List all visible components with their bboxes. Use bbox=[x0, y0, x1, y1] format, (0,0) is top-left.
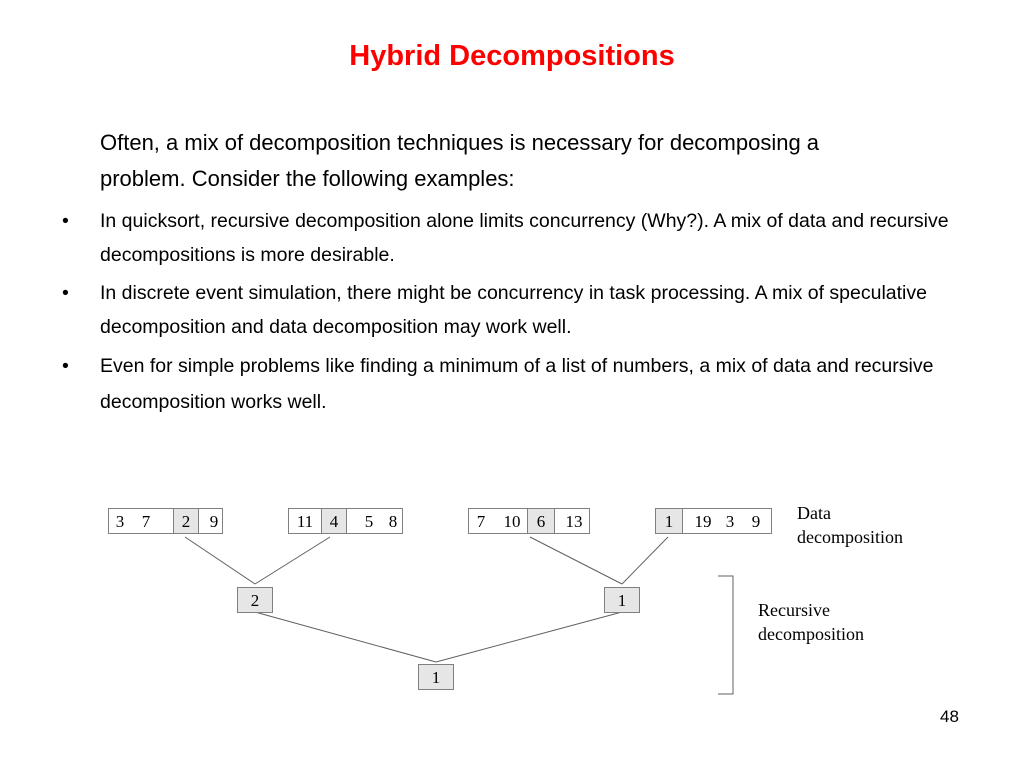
bullet-dot-icon: • bbox=[62, 210, 69, 232]
list-value: 3 bbox=[725, 512, 735, 531]
bullet-dot-icon: • bbox=[62, 282, 69, 304]
list-value: 10 bbox=[503, 512, 521, 531]
list-value: 11 bbox=[296, 512, 314, 531]
list-value: 3 bbox=[115, 512, 125, 531]
list-min-value: 6 bbox=[527, 509, 555, 533]
bullet-text: In quicksort, recursive decomposition alone limits concurrency (Why?). A mix of data and recursive decompositions is more desirable. bbox=[100, 210, 949, 266]
intro-paragraph: Often, a mix of decomposition techniques is necessary for decomposing a problem. Consider the following examples: bbox=[100, 130, 820, 191]
data-list-box bbox=[108, 508, 223, 534]
label-line: Recursive bbox=[758, 600, 830, 620]
list-value: 9 bbox=[751, 512, 761, 531]
list-value: 19 bbox=[694, 512, 712, 531]
list-value: 13 bbox=[565, 512, 583, 531]
bullet-text: Even for simple problems like finding a minimum of a list of numbers, a mix of data and recursive decomposition works well. bbox=[100, 355, 934, 413]
slide-title: Hybrid Decompositions bbox=[349, 40, 675, 72]
root-min-node: 1 bbox=[418, 664, 454, 690]
list-min-value: 4 bbox=[321, 509, 347, 533]
recursive-decomposition-label bbox=[758, 598, 864, 646]
partial-min-node: 1 bbox=[604, 587, 640, 613]
label-line: decomposition bbox=[758, 624, 864, 644]
list-value: 5 bbox=[364, 512, 374, 531]
list-value: 8 bbox=[388, 512, 398, 531]
partial-min-node: 2 bbox=[237, 587, 273, 613]
bullet-text: In discrete event simulation, there might be concurrency in task processing. A mix of speculative decomposition and data decomposition may work well. bbox=[100, 282, 927, 338]
data-list-box bbox=[468, 508, 590, 534]
data-decomposition-label bbox=[797, 501, 903, 549]
data-list-box bbox=[655, 508, 772, 534]
list-min-value: 1 bbox=[656, 509, 683, 533]
list-value: 9 bbox=[209, 512, 219, 531]
data-list-box bbox=[288, 508, 403, 534]
label-line: decomposition bbox=[797, 527, 903, 547]
page-number: 48 bbox=[940, 707, 959, 726]
label-line: Data bbox=[797, 503, 831, 523]
list-value: 7 bbox=[141, 512, 151, 531]
list-min-value: 2 bbox=[173, 509, 199, 533]
list-value: 7 bbox=[476, 512, 486, 531]
bullet-dot-icon: • bbox=[62, 355, 69, 377]
